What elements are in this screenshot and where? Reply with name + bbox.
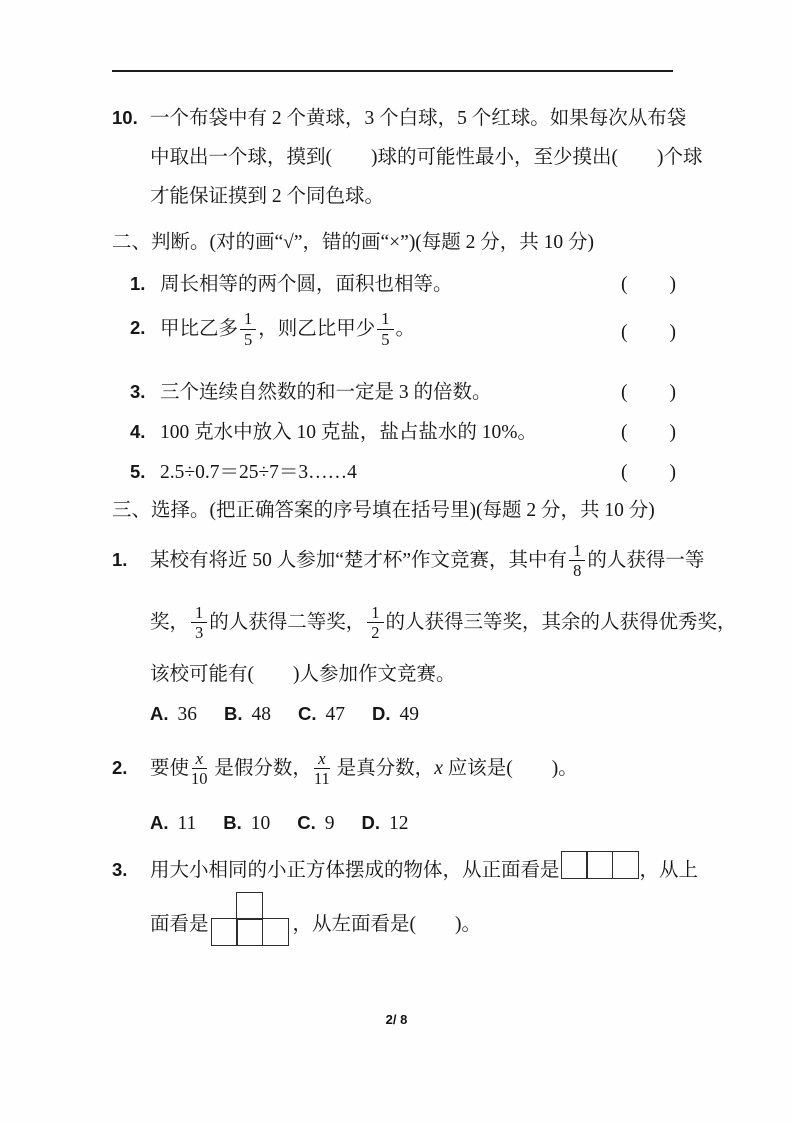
judge-item-2-text-after: 。 [395, 318, 416, 340]
fraction-denominator: 3 [195, 623, 204, 643]
judge-item-3-content [130, 376, 492, 404]
question-10-number: 10. [112, 107, 138, 128]
choice-section-title: 三、选择。(把正确答案的序号填在括号里)(每题 2 分，共 10 分) [112, 500, 655, 521]
judge-item-4 [130, 416, 677, 444]
option-label: D. [372, 703, 391, 724]
judge-item-2-text-before: 甲比乙多 [160, 318, 239, 340]
fraction-numerator: 1 [191, 604, 207, 623]
choice-q2-options [150, 810, 436, 836]
front-view-diagram-icon [561, 851, 639, 879]
question-10-text-1: 一个布袋中有 2 个黄球，3 个白球，5 个红球。如果每次从布袋 [150, 108, 687, 129]
square-cell [236, 892, 263, 920]
judge-item-3-answer-bracket: ( ) [621, 382, 677, 403]
square-cell [561, 851, 588, 879]
option-label: A. [150, 812, 169, 833]
fraction-numerator: 1 [240, 310, 256, 329]
option-label: C. [298, 703, 317, 724]
judge-section-title: 二、判断。(对的画“√”，错的画“×”)(每题 2 分，共 10 分) [112, 232, 595, 253]
question-10-line-3 [112, 177, 692, 216]
choice-q1-line-3 [150, 662, 456, 688]
fraction-1-5 [240, 310, 256, 348]
fraction-denominator: 5 [381, 329, 390, 349]
judge-item-5 [130, 456, 677, 484]
choice-q1-option-b [224, 701, 271, 727]
option-value: 9 [324, 813, 335, 834]
judge-item-2-text-middle: ，则乙比甲少 [258, 318, 376, 340]
square-cell [586, 851, 613, 879]
fraction-numerator: 1 [377, 310, 393, 329]
judge-item-1-answer-bracket: ( ) [621, 274, 677, 295]
judge-item-4-content [130, 416, 537, 444]
fraction-denominator: 10 [191, 769, 208, 789]
option-value: 49 [399, 704, 419, 725]
judge-item-3-text: 三个连续自然数的和一定是 3 的倍数。 [160, 382, 492, 403]
choice-q1-text-3: 该校可能有( )人参加作文竞赛。 [150, 664, 456, 685]
option-value: 12 [389, 813, 409, 834]
choice-q1-text-2c: 的人获得三等奖，其余的人获得优秀奖， [385, 612, 737, 633]
fraction-1-5 [377, 310, 393, 348]
top-divider-line [112, 70, 673, 72]
judge-item-3 [130, 376, 677, 404]
variable-x: x [434, 758, 443, 779]
choice-q3-number: 3. [112, 859, 128, 880]
square-cell [612, 851, 639, 879]
question-10-text-3: 才能保证摸到 2 个同色球。 [150, 186, 385, 207]
fraction-x-11 [314, 750, 330, 788]
judge-item-3-number: 3. [130, 381, 146, 402]
option-label: B. [223, 812, 242, 833]
page-number-footer: 2/ 8 [385, 1012, 408, 1027]
choice-q3-text-1b: ，从上 [639, 860, 699, 881]
choice-q1-line-1 [112, 536, 704, 585]
question-10-text-2: 中取出一个球，摸到( )球的可能性最小，至少摸出( )个球 [150, 147, 703, 168]
choice-q2-text-d: 应该是( )。 [442, 758, 578, 779]
choice-q2-number: 2. [112, 757, 128, 778]
fraction-1-8 [569, 542, 585, 580]
option-value: 47 [325, 704, 345, 725]
fraction-1-2 [367, 604, 383, 642]
choice-q3-text-2a: 面看是 [150, 914, 209, 935]
question-10-line-1 [112, 98, 692, 138]
option-value: 10 [250, 813, 271, 834]
fraction-1-3 [191, 604, 207, 642]
option-value: 48 [251, 704, 271, 725]
choice-q1-text-2a: 奖， [150, 612, 190, 633]
judge-item-1-text: 周长相等的两个圆，面积也相等。 [160, 274, 453, 295]
fraction-numerator: x [192, 750, 207, 769]
option-value: 11 [177, 813, 197, 834]
top-view-diagram-icon [211, 892, 291, 946]
fraction-numerator: x [314, 750, 329, 769]
fraction-x-10 [191, 750, 208, 788]
choice-q2-option-c [297, 810, 334, 836]
fraction-numerator: 1 [367, 604, 383, 623]
judge-item-5-content [130, 456, 357, 484]
square-cell [262, 918, 289, 946]
judge-item-1 [130, 268, 677, 296]
option-label: A. [150, 703, 169, 724]
choice-q2-option-a [150, 810, 196, 836]
choice-q1-text-1a: 某校有将近 50 人参加“楚才杯”作文竞赛，其中有 [150, 550, 568, 571]
judge-item-1-content [130, 268, 453, 296]
judge-item-1-number: 1. [130, 273, 146, 294]
choice-q1-option-d [372, 701, 419, 727]
choice-q1-option-c [298, 701, 345, 727]
choice-q3-text-2b: ，从左面看是( )。 [292, 914, 482, 935]
choice-q2-option-b [223, 810, 270, 836]
option-value: 36 [177, 704, 197, 725]
square-cell [236, 918, 263, 946]
choice-q2-option-d [362, 810, 409, 836]
choice-q3-line-2 [150, 898, 481, 953]
question-10-line-2 [112, 138, 703, 177]
choice-q1-options [150, 701, 446, 727]
choice-q1-option-a [150, 701, 197, 727]
fraction-numerator: 1 [569, 542, 585, 561]
option-label: D. [361, 812, 381, 833]
choice-q2-text-b: 是假分数， [209, 758, 312, 779]
judge-item-2-number: 2. [130, 317, 146, 339]
judge-item-5-number: 5. [130, 461, 146, 482]
square-cell [211, 918, 238, 946]
choice-q3-line-1 [112, 845, 698, 896]
fraction-denominator: 2 [371, 623, 380, 643]
choice-q2-text-c: 是真分数， [331, 758, 435, 779]
judge-item-2-content [130, 311, 415, 349]
choice-q2-text-a: 要使 [150, 758, 190, 779]
option-label: C. [297, 812, 316, 833]
choice-q1-line-2 [150, 599, 737, 647]
judge-item-2-answer-bracket: ( ) [621, 322, 677, 343]
judge-item-4-text: 100 克水中放入 10 克盐，盐占盐水的 10%。 [160, 422, 537, 443]
judge-item-4-number: 4. [130, 421, 146, 442]
judge-item-4-answer-bracket: ( ) [621, 422, 677, 443]
choice-q1-text-2b: 的人获得二等奖， [209, 612, 366, 633]
judge-item-2 [130, 302, 677, 358]
choice-q1-text-1b: 的人获得一等 [587, 550, 705, 571]
fraction-denominator: 5 [244, 329, 253, 349]
choice-q3-text-1a: 用大小相同的小正方体摆成的物体，从正面看是 [150, 860, 560, 881]
choice-q2-line [112, 744, 578, 793]
question-10 [112, 98, 703, 216]
choice-q1-number: 1. [112, 549, 128, 570]
judge-item-5-text: 2.5÷0.7＝25÷7＝3……4 [160, 462, 357, 483]
judge-item-5-answer-bracket: ( ) [621, 462, 677, 483]
fraction-denominator: 8 [573, 561, 582, 581]
fraction-denominator: 11 [313, 769, 330, 789]
option-label: B. [224, 703, 243, 724]
